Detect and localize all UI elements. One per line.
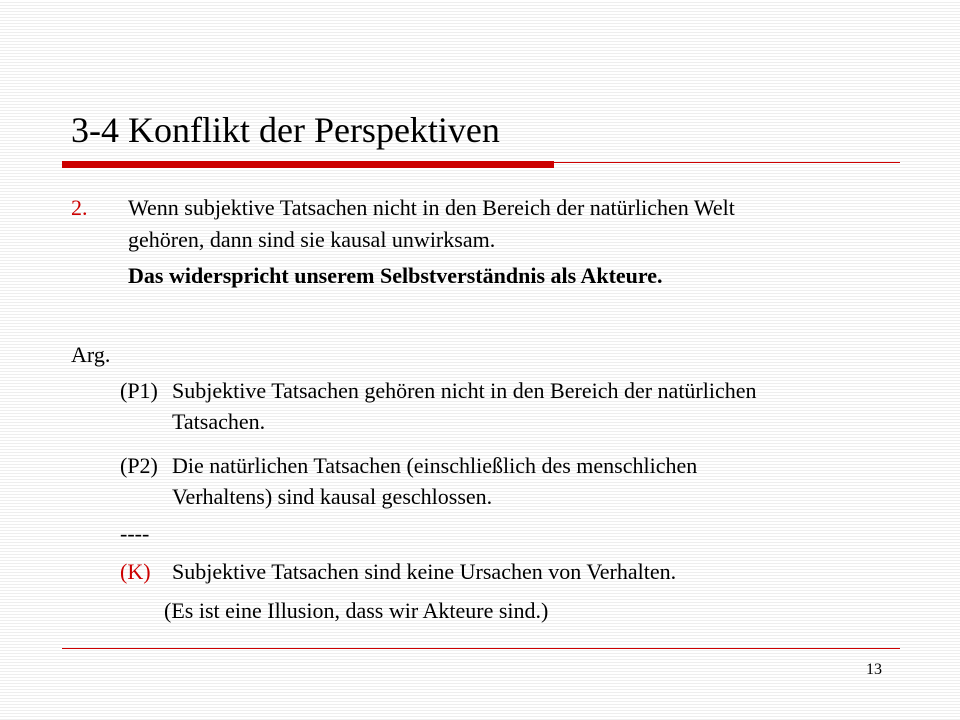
premise-1-line-2: Tatsachen. xyxy=(172,409,266,434)
premise-2-line-2: Verhaltens) sind kausal geschlossen. xyxy=(172,484,493,509)
premise-2-label: (P2) xyxy=(120,453,158,478)
footer-divider-line xyxy=(62,648,900,649)
premise-2-line-1: Die natürlichen Tatsachen (einschließlich des menschlichen xyxy=(172,453,698,478)
page-number: 13 xyxy=(866,661,882,678)
conclusion-note: (Es ist eine Illusion, dass wir Akteure sind.) xyxy=(164,598,549,623)
conclusion-text: Subjektive Tatsachen sind keine Ursachen von Verhalten. xyxy=(172,559,677,584)
point-text-line-1: Wenn subjektive Tatsachen nicht in den Bereich der natürlichen Welt xyxy=(128,195,735,220)
point-emphasis: Das widerspricht unserem Selbstverständnis als Akteure. xyxy=(128,263,663,288)
point-number: 2. xyxy=(71,195,88,220)
slide-title: 3-4 Konflikt der Perspektiven xyxy=(71,110,500,150)
premise-1-line-1: Subjektive Tatsachen gehören nicht in den Bereich der natürlichen xyxy=(172,378,757,403)
argument-separator: ---- xyxy=(120,521,150,546)
title-accent-bar xyxy=(62,161,554,168)
argument-heading: Arg. xyxy=(71,342,111,367)
point-text-line-2: gehören, dann sind sie kausal unwirksam. xyxy=(128,227,496,252)
conclusion-label: (K) xyxy=(120,559,151,584)
premise-1-label: (P1) xyxy=(120,378,158,403)
